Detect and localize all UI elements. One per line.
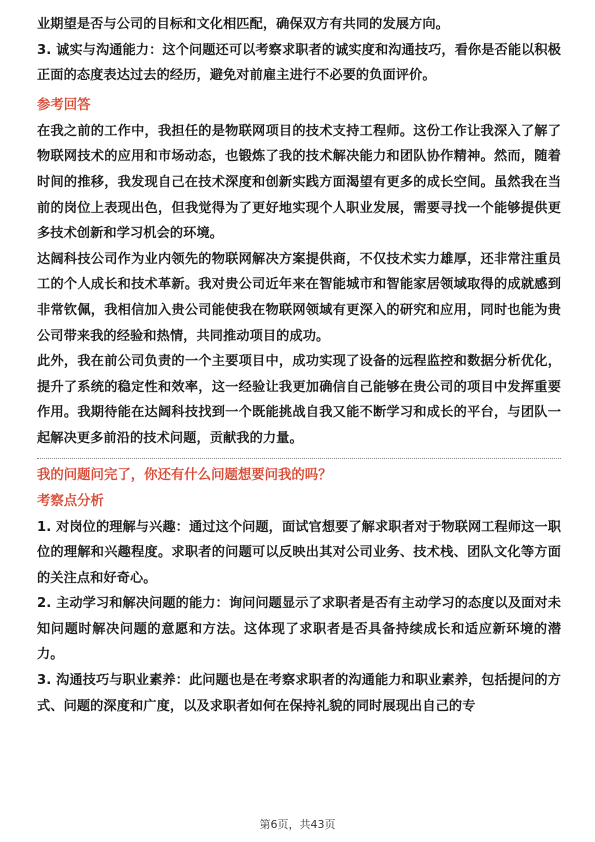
document-page [37, 12, 561, 719]
question-title: 我的问题问完了，你还有什么问题想要问我的吗？ [37, 467, 332, 483]
analysis-point-3: 3. 诚实与沟通能力：这个问题还可以考察求职者的诚实度和沟通技巧，看你是否能以积极正面的态度表达过去的经历，避免对前雇主进行不必要的负面评价。 [37, 42, 561, 84]
section-divider [37, 458, 561, 459]
answer-heading: 参考回答 [37, 97, 91, 113]
analysis-point-1: 1. 对岗位的理解与兴趣：通过这个问题，面试官想要了解求职者对于物联网工程师这一职位的理解和兴趣程度。求职者的问题可以反映出其对公司业务、技术栈、团队文化等方面的关注点和好奇心。 [37, 519, 561, 586]
analysis-heading: 考察点分析 [37, 493, 104, 509]
answer-paragraph-3: 此外，我在前公司负责的一个主要项目中，成功实现了设备的远程监控和数据分析优化，提升了系统的稳定性和效率，这一经验让我更加确信自己能够在贵公司的项目中发挥重要作用。我期待能在达阔科技找到一个既能挑战自我又能不断学习和成长的平台，与团队一起解决更多前沿的技术问题，贡献我的力量。 [37, 354, 561, 446]
page-number: 第6页，共43页 [259, 818, 336, 831]
analysis-point-3-next: 3. 沟通技巧与职业素养：此问题也是在考察求职者的沟通能力和职业素养，包括提问的方式、问题的深度和广度，以及求职者如何在保持礼貌的同时展现出自己的专 [37, 673, 561, 714]
answer-paragraph-2: 达阔科技公司作为业内领先的物联网解决方案提供商，不仅技术实力雄厚，还非常注重员工的个人成长和技术革新。我对贵公司近年来在智能城市和智能家居领域取得的成就感到非常钦佩，我相信加入贵公司能使我在物联网领域有更深入的研究和应用，同时也能为贵公司带来我的经验和热情，共同推动项目的成功。 [37, 251, 561, 344]
analysis-point-2: 2. 主动学习和解决问题的能力：询问问题显示了求职者是否有主动学习的态度以及面对未知问题时解决问题的意愿和方法。这体现了求职者是否具备持续成长和适应新环境的潜力。 [37, 596, 561, 663]
paragraph-top-continuation: 业期望是否与公司的目标和文化相匹配，确保双方有共同的发展方向。 [37, 17, 449, 32]
answer-paragraph-1: 在我之前的工作中，我担任的是物联网项目的技术支持工程师。这份工作让我深入了解了物联网技术的应用和市场动态，也锻炼了我的技术解决能力和团队协作精神。然而，随着时间的推移，我发现自己在技术深度和创新实践方面渴望有更多的成长空间。虽然我在当前的岗位上表现出色，但我觉得为了更好地实现个人职业发展，需要寻找一个能够提供更多技术创新和学习机会的环境。 [37, 123, 561, 242]
